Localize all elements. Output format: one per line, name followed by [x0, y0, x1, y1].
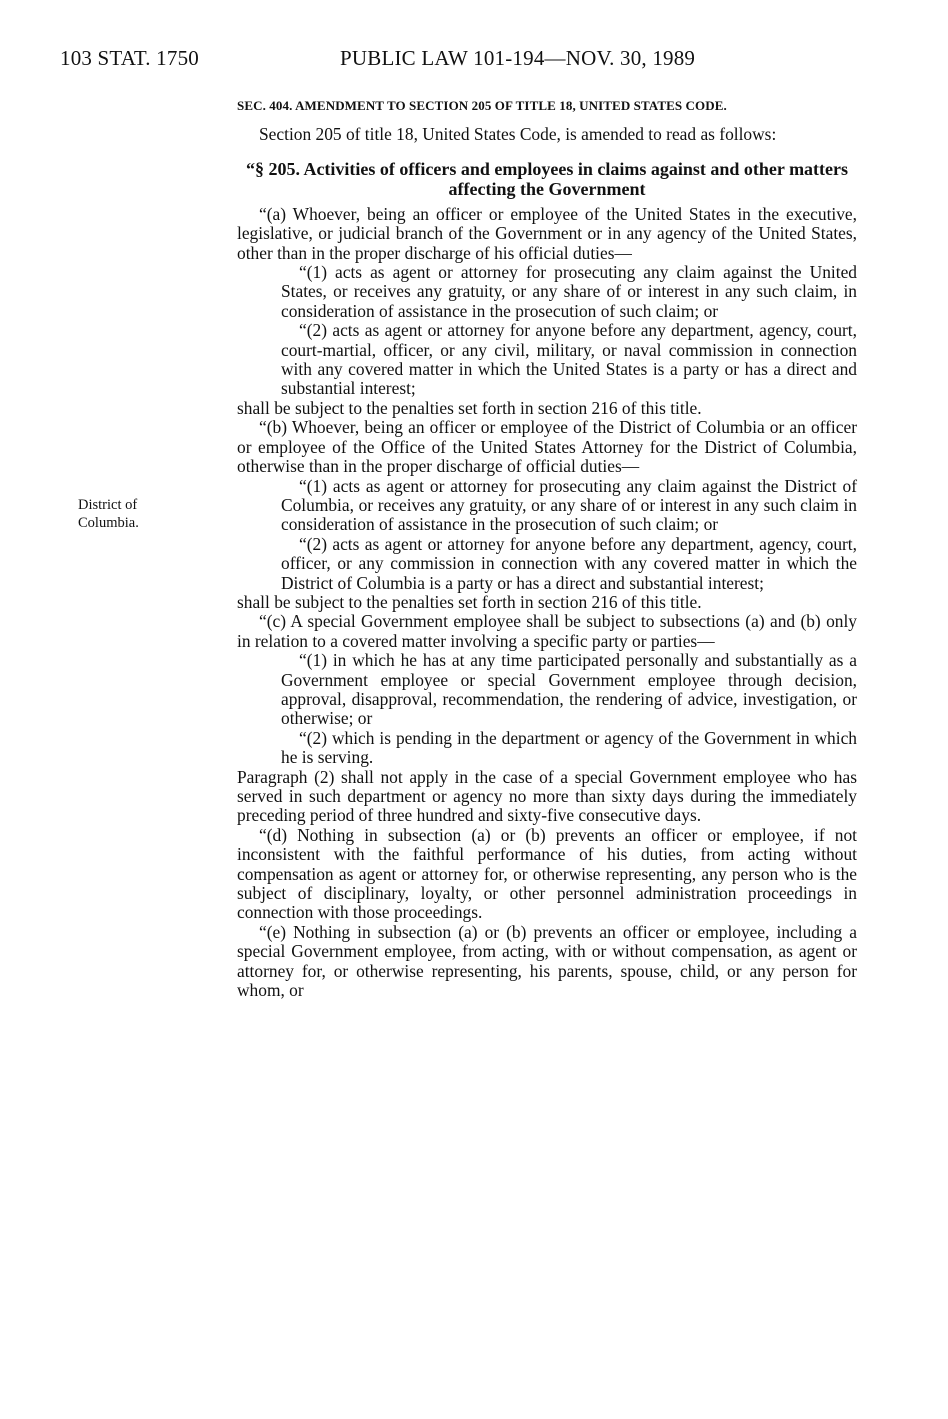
margin-note-line: Columbia.	[78, 515, 139, 531]
subsection-a-close: shall be subject to the penalties set forth in section 216 of this title.	[237, 397, 702, 418]
subsection-e: “(e) Nothing in subsection (a) or (b) prevents an officer or employee, including a special Government employee, from acting, with or without compensation, as agent or attorney for, or otherwise representing, his parents, spouse, child, or any person for whom, or	[237, 921, 857, 1001]
law-title: PUBLIC LAW 101-194—NOV. 30, 1989	[340, 46, 696, 70]
intro-paragraph: Section 205 of title 18, United States Code, is amended to read as follows:	[259, 124, 777, 145]
subsection-c: “(c) A special Government employee shall be subject to subsections (a) and (b) only in relation to a covered matter involving a specific party or parties—	[237, 611, 857, 651]
document-body	[237, 96, 857, 1000]
page-reference: 103 STAT. 1750	[60, 46, 199, 70]
paragraph-a2: “(2) acts as agent or attorney for anyone before any department, agency, court, court-martial, officer, or any civil, military, or naval commission in connection with any covered matter in which the United States is a party or has a direct and substantial interest;	[281, 320, 857, 399]
paragraph-c1: “(1) in which he has at any time participated personally and substantially as a Government employee or special Government employee through decision, approval, disapproval, recommendation, the rendering of advice, investigation, or otherwise; or	[281, 650, 857, 729]
paragraph-a1: “(1) acts as agent or attorney for prosecuting any claim against the United States, or receives any gratuity, or any share of or interest in any such claim, in consideration of assistance in the prosecution of such claim; or	[281, 262, 857, 321]
section-title: “§ 205. Activities of officers and employees in claims against and other matters affecting the Government	[245, 158, 849, 199]
subsection-b-close: shall be subject to the penalties set forth in section 216 of this title.	[237, 591, 702, 612]
paragraph-b1: “(1) acts as agent or attorney for prosecuting any claim against the District of Columbia, or receives any gratuity, or any share of or interest in any such claim in consideration of assistance in the prosecution of such claim; or	[281, 475, 857, 535]
subsection-b: “(b) Whoever, being an officer or employee of the District of Columbia or an officer or employee of the Office of the United States Attorney for the District of Columbia, otherwise than in the proper discharge of official duties—	[237, 417, 857, 477]
margin-note-line: District of	[78, 497, 138, 513]
subsection-c-close: Paragraph (2) shall not apply in the case of a special Government employee who has served in such department or agency no more than sixty days during the immediately preceding period of three hundred and sixty-five consecutive days.	[237, 766, 857, 826]
subsection-a: “(a) Whoever, being an officer or employee of the United States in the executive, legislative, or judicial branch of the Government or in any agency of the United States, other than in the proper discharge of his official duties—	[237, 203, 857, 263]
margin-note	[78, 496, 139, 532]
paragraph-b2: “(2) acts as agent or attorney for anyone before any department, agency, court, officer, or any commission in connection with any covered matter in which the District of Columbia is a party or has a direct and substantial interest;	[281, 533, 857, 593]
paragraph-c2: “(2) which is pending in the department or agency of the Government in which he is serving.	[281, 727, 857, 768]
section-heading: SEC. 404. AMENDMENT TO SECTION 205 OF TITLE 18, UNITED STATES CODE.	[237, 98, 727, 113]
subsection-d: “(d) Nothing in subsection (a) or (b) prevents an officer or employee, if not inconsistent with the faithful performance of his duties, from acting without compensation as agent or attorney for, or otherwise representing, any person who is the subject of disciplinary, loyalty, or other personnel administration proceedings in connection with those proceedings.	[237, 824, 857, 923]
